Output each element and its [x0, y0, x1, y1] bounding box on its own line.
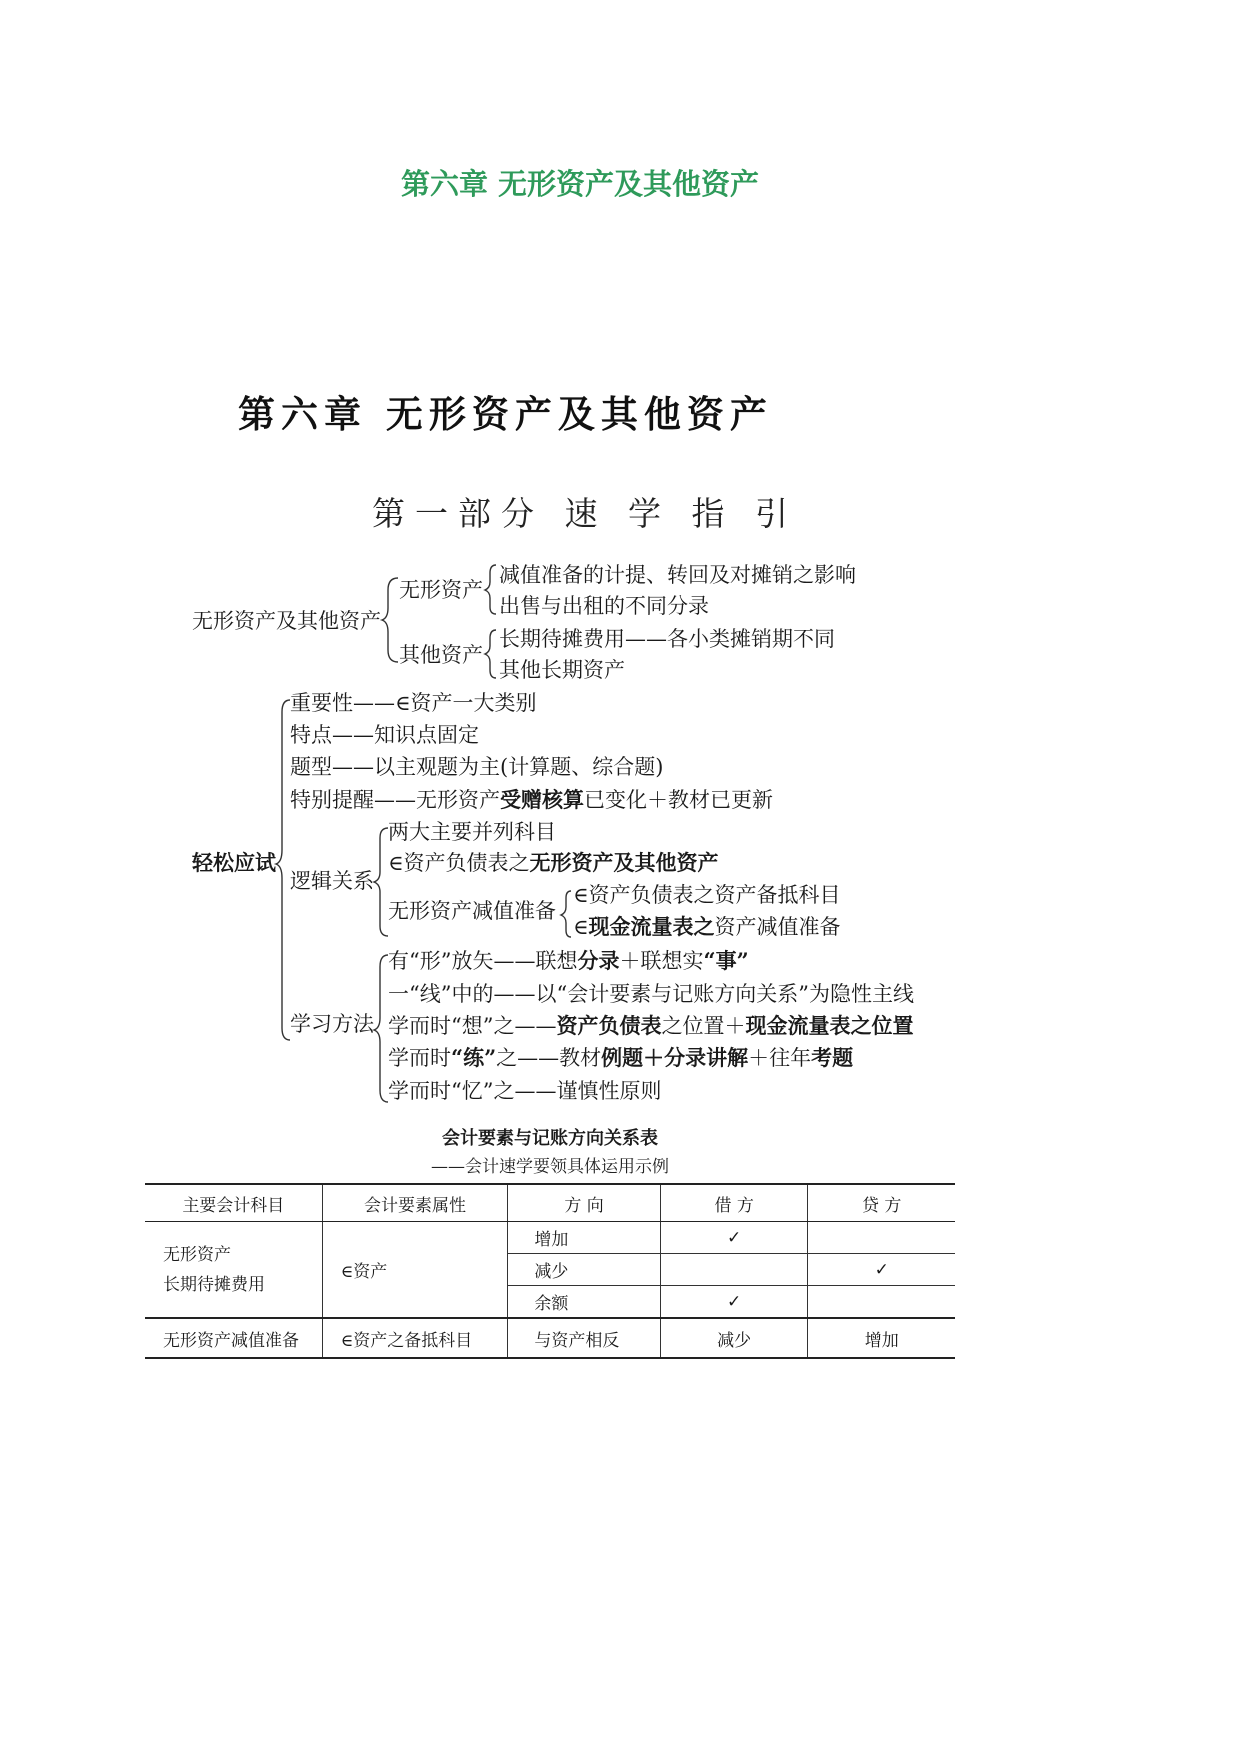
- item-emph: 资产负债表: [556, 1013, 662, 1038]
- item-text: ＋往年: [748, 1046, 812, 1070]
- item-emph: 例题＋分录讲解: [601, 1045, 749, 1070]
- main-title: 第六章 无形资产及其他资产: [238, 392, 773, 436]
- table-header-row: [145, 1184, 955, 1222]
- table-cell-subject: [145, 1222, 322, 1319]
- item-emph: 考题: [811, 1045, 854, 1070]
- outline2-logic-sub-label: 无形资产减值准备: [388, 899, 556, 923]
- table-header: 主要会计科目: [145, 1184, 322, 1222]
- item-text: ∈: [573, 915, 589, 939]
- item-text: 之——教材: [496, 1046, 602, 1070]
- brace: [374, 828, 388, 936]
- table-cell-subject: 无形资产减值准备: [145, 1318, 322, 1358]
- item-text: 学而时“想”之——: [388, 1014, 557, 1038]
- subject-line: 无形资产: [163, 1244, 231, 1265]
- outline2-root: 轻松应试: [192, 850, 276, 875]
- item-text: 一“线”中的——以“会计要素与记账方向关系”为隐性主线: [388, 982, 914, 1006]
- outline1-branch-other: 其他资产: [399, 643, 483, 667]
- item-text: 有“形”放矢——联想: [388, 949, 578, 973]
- table-cell-dir: 余额: [508, 1286, 661, 1319]
- table-cell-credit: [808, 1286, 955, 1319]
- brace: [485, 630, 496, 678]
- item-key: 重要性: [290, 691, 353, 715]
- table-header: 贷 方: [808, 1184, 955, 1222]
- outline2-method-label: 学习方法: [290, 1012, 374, 1036]
- item-key: 题型: [290, 755, 332, 779]
- table-cell-debit: 减少: [660, 1318, 808, 1358]
- outline1-branch-intangible: 无形资产: [399, 578, 483, 602]
- item-text: 两大主要并列科目: [388, 820, 556, 844]
- item-value: ——∈资产一大类别: [353, 691, 537, 715]
- table-cell-dir: 增加: [508, 1222, 661, 1254]
- outline2-logic-label: 逻辑关系: [290, 869, 374, 893]
- table-cell-credit: 增加: [808, 1318, 955, 1358]
- item-emph: “事”: [703, 948, 749, 973]
- table-cell-credit: [808, 1222, 955, 1254]
- table-cell-attr: ∈资产之备抵科目: [322, 1318, 508, 1358]
- table-cell-attr: ∈资产: [322, 1222, 508, 1319]
- table-row: [145, 1318, 955, 1358]
- item-emph: 现金流量表之位置: [745, 1013, 914, 1038]
- item-value: 已变化＋教材已更新: [584, 788, 773, 812]
- outline1-item: 减值准备的计提、转回及对摊销之影响: [499, 563, 856, 587]
- subject-line: 长期待摊费用: [163, 1274, 265, 1295]
- item-emph: 受赠核算: [500, 787, 584, 812]
- outline1-item: 其他长期资产: [499, 658, 625, 682]
- brace: [561, 891, 571, 937]
- item-value: ——知识点固定: [332, 723, 479, 747]
- table-cell-dir: 减少: [508, 1254, 661, 1286]
- outline1-item: 长期待摊费用——各小类摊销期不同: [499, 627, 835, 651]
- brace: [485, 565, 496, 614]
- item-key: 特点: [290, 723, 332, 747]
- outline1-item: 出售与出租的不同分录: [499, 594, 709, 618]
- brace: [374, 955, 388, 1102]
- table-header: 方 向: [508, 1184, 661, 1222]
- item-text: ＋联想实: [619, 949, 704, 973]
- brace: [276, 700, 290, 1040]
- table-row: [145, 1222, 955, 1254]
- item-emph: 无形资产及其他资产: [529, 850, 719, 875]
- table-subtitle: ——会计速学要领具体运用示例: [431, 1157, 669, 1177]
- table-header: 会计要素属性: [322, 1184, 508, 1222]
- item-text: 学而时: [388, 1046, 451, 1070]
- item-key: 特别提醒: [290, 788, 374, 812]
- item-text: ∈资产负债表之: [388, 851, 530, 875]
- brace: [382, 578, 398, 662]
- item-emph: “练”: [451, 1045, 497, 1070]
- item-value: ——无形资产: [374, 788, 500, 812]
- item-emph: 分录: [577, 948, 620, 973]
- item-text: 资产减值准备: [714, 915, 841, 939]
- table-header: 借 方: [660, 1184, 808, 1222]
- table-cell-debit: [660, 1254, 808, 1286]
- chapter-header-title: 第六章 无形资产及其他资产: [400, 167, 760, 201]
- item-text: 学而时“忆”之——谨慎性原则: [388, 1079, 662, 1103]
- table-cell-debit: ✓: [660, 1286, 808, 1319]
- item-text: 之位置＋: [661, 1014, 746, 1038]
- outline1-root: 无形资产及其他资产: [192, 609, 381, 633]
- table-cell-debit: ✓: [660, 1222, 808, 1254]
- item-value: ——以主观题为主(计算题、综合题): [332, 755, 664, 779]
- table-cell-dir: 与资产相反: [508, 1318, 661, 1358]
- item-emph: 现金流量表之: [588, 914, 715, 939]
- table-cell-credit: ✓: [808, 1254, 955, 1286]
- item-text: ∈资产负债表之资产备抵科目: [573, 883, 841, 907]
- table-title: 会计要素与记账方向关系表: [442, 1128, 658, 1149]
- relation-table: [145, 1183, 955, 1359]
- part-title: 第一部分 速 学 指 引: [372, 494, 798, 533]
